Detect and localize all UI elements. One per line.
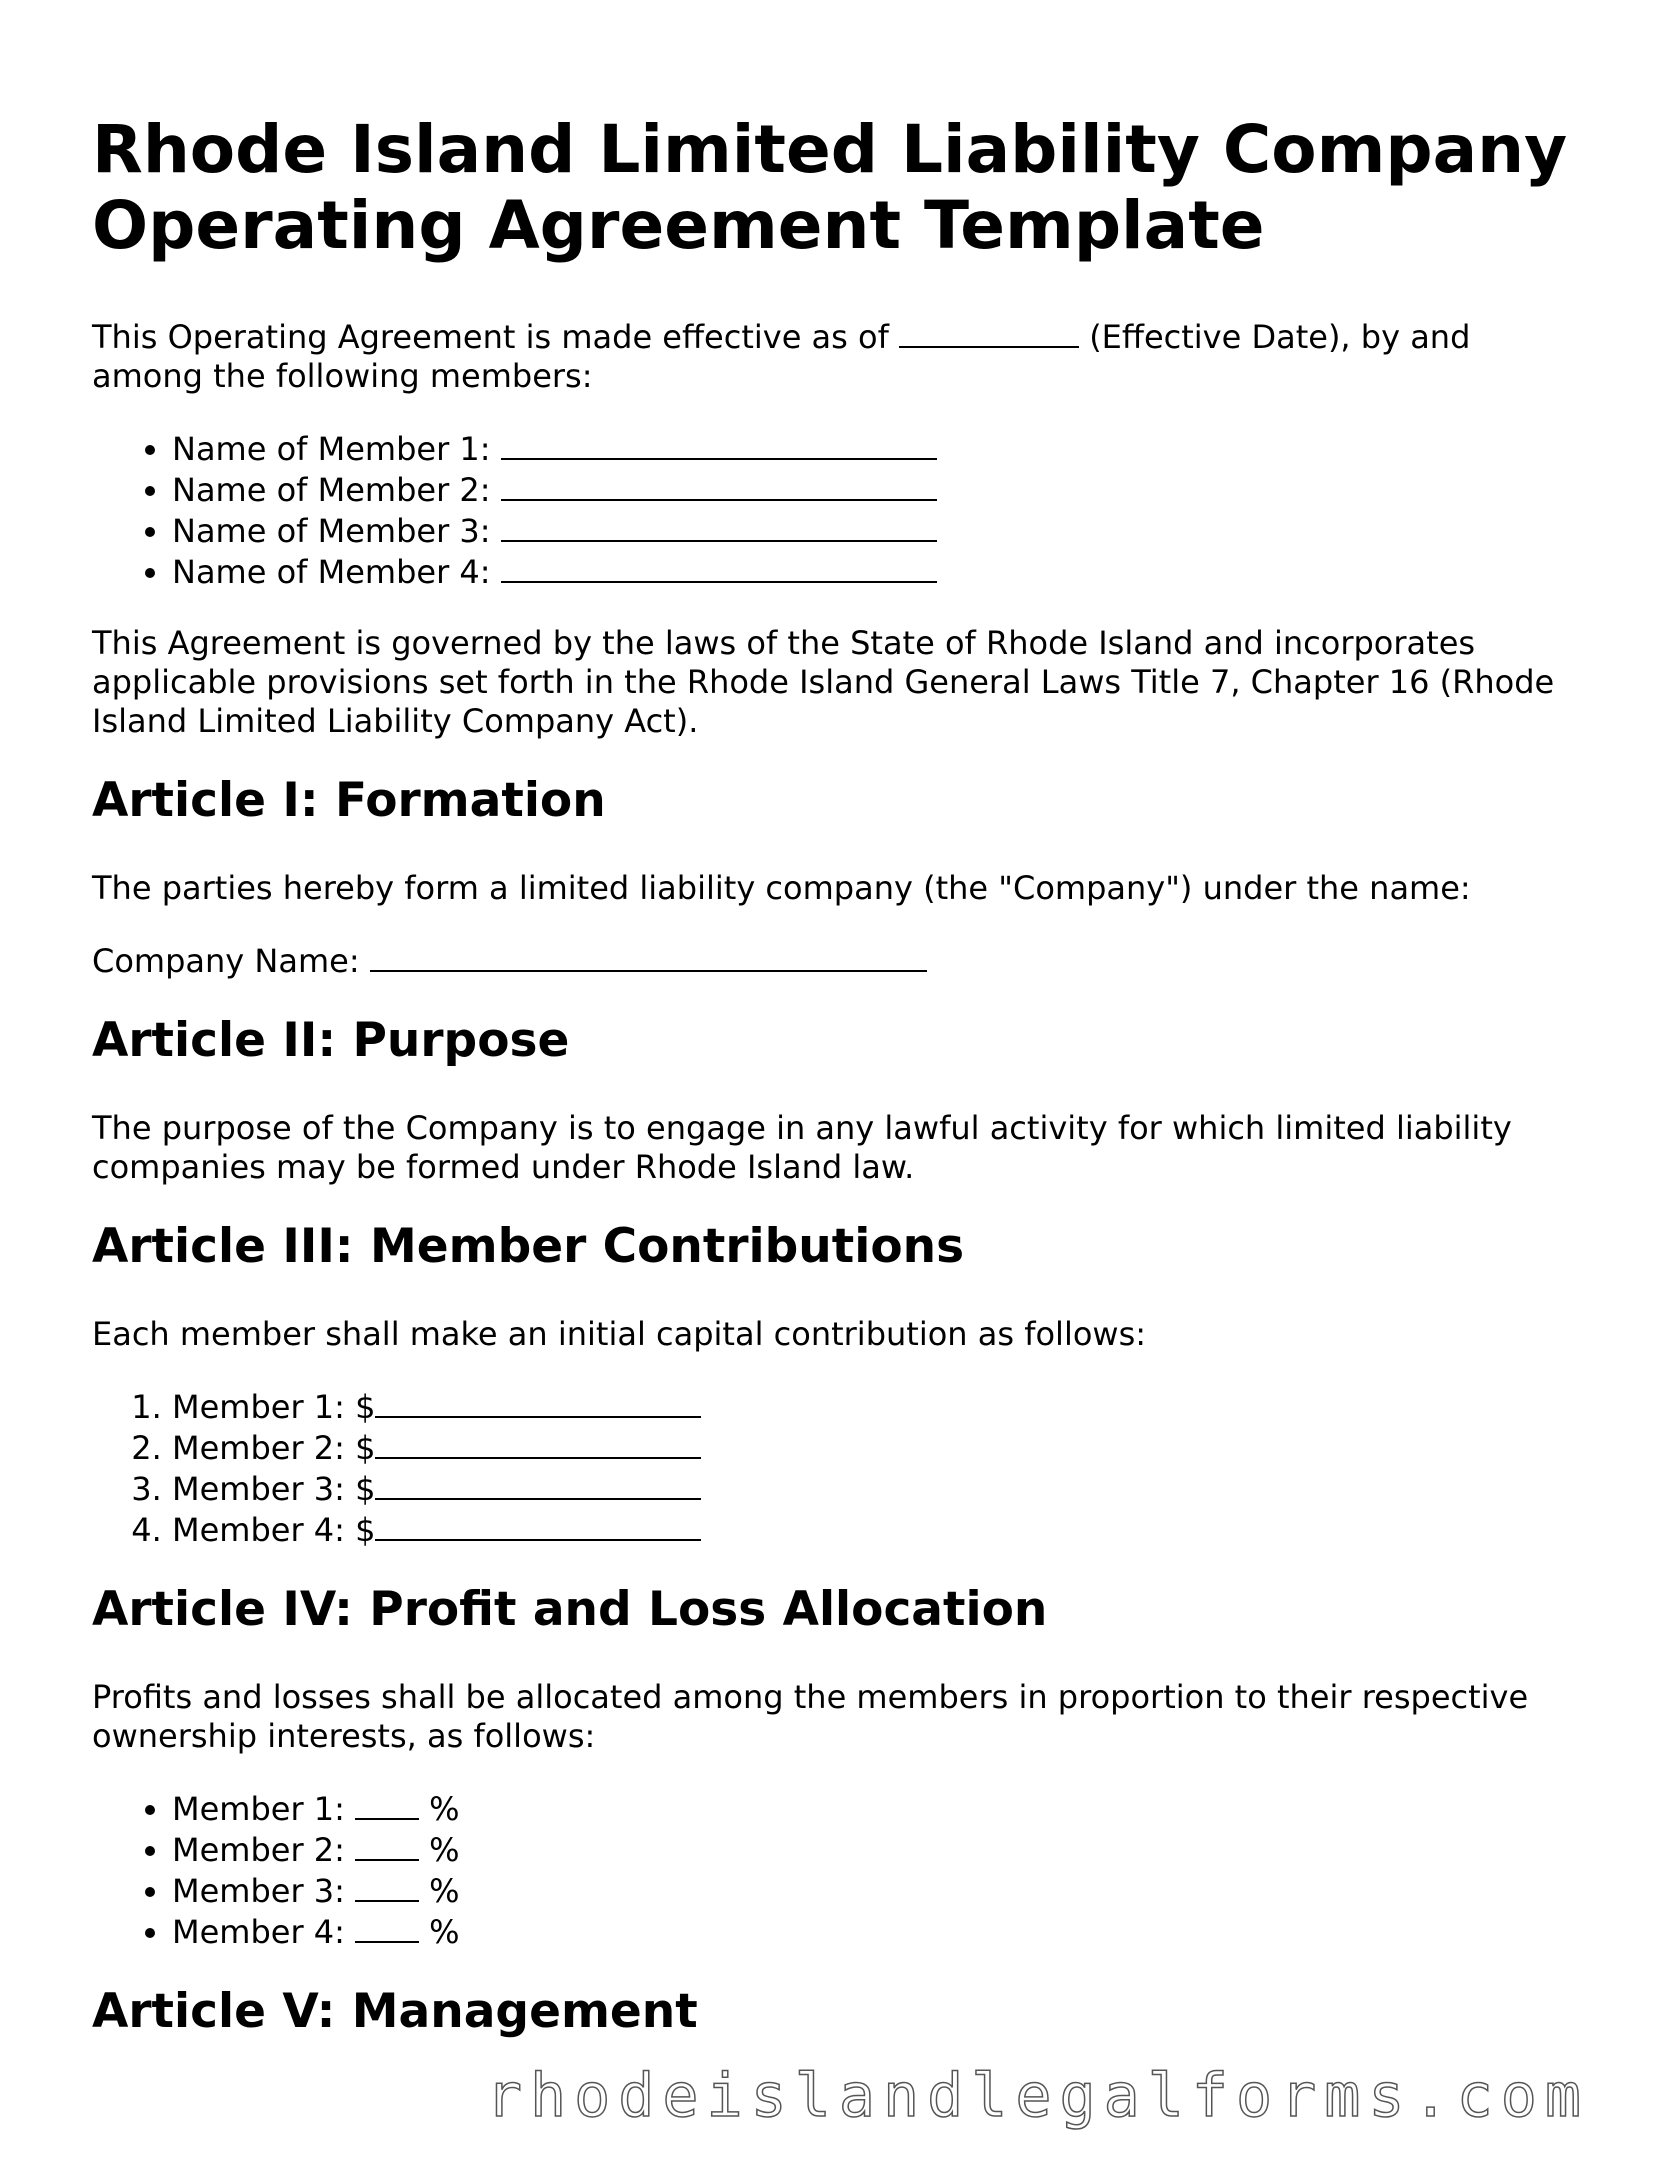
allocation-label: Member 2: bbox=[172, 1831, 345, 1869]
allocation-label: Member 3: bbox=[172, 1872, 345, 1910]
contribution-label: Member 3: $ bbox=[172, 1470, 376, 1508]
contribution-label: Member 4: $ bbox=[172, 1511, 376, 1549]
document-title: Rhode Island Limited Liability Company Operating Agreement Template bbox=[92, 111, 1568, 264]
contribution-label: Member 2: $ bbox=[172, 1429, 376, 1467]
governing-law-paragraph: This Agreement is governed by the laws of the State of Rhode Island and incorporates applicable provisions set forth in the Rhode Island General Laws Title 7, Chapter 16 (Rhode Island Limited Liability Company Act). bbox=[92, 624, 1555, 740]
list-item bbox=[172, 1829, 1582, 1870]
list-item bbox=[172, 1911, 1582, 1952]
contribution-label: Member 1: $ bbox=[172, 1388, 376, 1426]
member-name-blank[interactable] bbox=[501, 551, 937, 583]
allocation-blank[interactable] bbox=[355, 1870, 419, 1902]
list-item bbox=[172, 1870, 1582, 1911]
intro-text-after: (Effective Date), by and among the following members: bbox=[92, 318, 1471, 395]
allocation-blank[interactable] bbox=[355, 1911, 419, 1943]
member-name-blank[interactable] bbox=[501, 469, 937, 501]
member-name-label: Name of Member 3: bbox=[172, 512, 491, 550]
intro-text-before: This Operating Agreement is made effective as of bbox=[92, 318, 889, 356]
article-4-text: Profits and losses shall be allocated among the members in proportion to their respective ownership interests, as follows: bbox=[92, 1678, 1529, 1755]
member-name-blank[interactable] bbox=[501, 428, 937, 460]
member-name-label: Name of Member 4: bbox=[172, 553, 491, 591]
list-item bbox=[172, 1386, 1582, 1427]
contribution-blank[interactable] bbox=[375, 1509, 701, 1541]
member-name-label: Name of Member 1: bbox=[172, 430, 491, 468]
list-item bbox=[172, 469, 1582, 510]
members-list bbox=[92, 428, 1582, 592]
allocation-label: Member 4: bbox=[172, 1913, 345, 1951]
list-item bbox=[172, 1468, 1582, 1509]
effective-date-blank[interactable] bbox=[899, 316, 1079, 348]
member-name-blank[interactable] bbox=[501, 510, 937, 542]
company-name-blank[interactable] bbox=[370, 940, 927, 972]
article-3-text: Each member shall make an initial capital contribution as follows: bbox=[92, 1315, 1147, 1353]
member-name-label: Name of Member 2: bbox=[172, 471, 491, 509]
contribution-blank[interactable] bbox=[375, 1427, 701, 1459]
intro-paragraph bbox=[92, 316, 1582, 396]
contributions-list bbox=[92, 1386, 1582, 1550]
article-1-text: The parties hereby form a limited liability company (the "Company") under the name: bbox=[92, 869, 1471, 907]
contribution-blank[interactable] bbox=[375, 1386, 701, 1418]
list-item bbox=[172, 1788, 1582, 1829]
list-item bbox=[172, 551, 1582, 592]
list-item bbox=[172, 510, 1582, 551]
allocation-label: Member 1: bbox=[172, 1790, 345, 1828]
allocation-blank[interactable] bbox=[355, 1788, 419, 1820]
percent-symbol: % bbox=[429, 1831, 460, 1869]
percent-symbol: % bbox=[429, 1913, 460, 1951]
article-2-heading: Article II: Purpose bbox=[92, 1013, 570, 1068]
company-name-label: Company Name: bbox=[92, 942, 360, 980]
document-page bbox=[92, 112, 1582, 2080]
list-item bbox=[172, 1427, 1582, 1468]
contribution-blank[interactable] bbox=[375, 1468, 701, 1500]
article-3-heading: Article III: Member Contributions bbox=[92, 1219, 965, 1274]
percent-symbol: % bbox=[429, 1872, 460, 1910]
list-item bbox=[172, 428, 1582, 469]
allocation-list bbox=[92, 1788, 1582, 1952]
article-1-heading: Article I: Formation bbox=[92, 773, 606, 828]
article-4-heading: Article IV: Profit and Loss Allocation bbox=[92, 1582, 1048, 1637]
site-watermark: rhodeislandlegalforms.com bbox=[485, 2061, 1589, 2131]
article-5-heading: Article V: Management bbox=[92, 1984, 698, 2039]
company-name-line bbox=[92, 940, 1582, 981]
percent-symbol: % bbox=[429, 1790, 460, 1828]
article-2-text: The purpose of the Company is to engage in any lawful activity for which limited liability companies may be formed under Rhode Island law. bbox=[92, 1109, 1512, 1186]
list-item bbox=[172, 1509, 1582, 1550]
allocation-blank[interactable] bbox=[355, 1829, 419, 1861]
